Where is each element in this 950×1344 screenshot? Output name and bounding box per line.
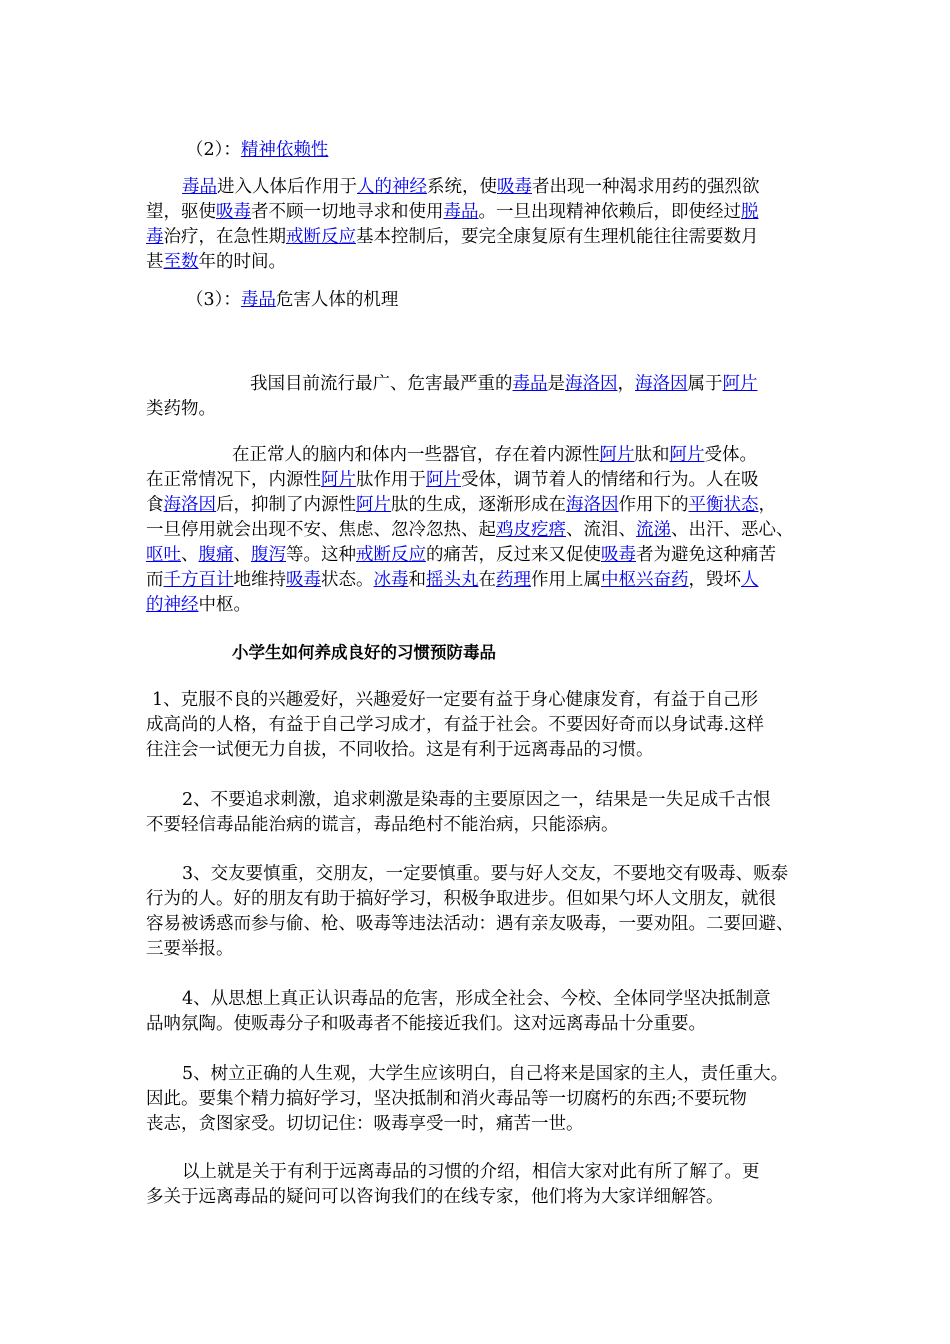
conclusion-line: 以上就是关于有利于远离毒品的习惯的介绍，相信大家对此有所了解了。更	[182, 1162, 760, 1182]
inline-link[interactable]: 阿片	[669, 445, 705, 465]
item-line: 容易被诱惑而参与偷、枪、吸毒等违法活动：遇有亲友吸毒，一要劝阻。二要回避、	[146, 914, 794, 934]
inline-link[interactable]: 毒	[146, 227, 164, 247]
inline-link[interactable]: 戒断反应	[286, 227, 356, 247]
inline-link[interactable]: 中枢兴奋药	[601, 570, 689, 590]
inline-link[interactable]: 人	[741, 570, 759, 590]
item-line: 3、交友要慎重，交朋友，一定要慎重。要与好人交友，不要地交有吸毒、贩泰	[182, 864, 789, 884]
inline-link[interactable]: 药理	[496, 570, 531, 590]
inline-link[interactable]: 海洛因	[566, 495, 619, 515]
inline-text: 望，驱使	[146, 202, 216, 222]
link-spiritual-dependence[interactable]: 精神依赖性	[240, 140, 329, 160]
para3-line	[146, 468, 810, 493]
para1-line	[146, 175, 810, 200]
inline-link[interactable]: 吸毒	[216, 202, 251, 222]
item-line: 不要轻信毒品能治病的谎言，毒品绝村不能治病，只能添病。	[146, 815, 619, 835]
inline-text: 肽和	[634, 445, 670, 465]
inline-text: 者为避免这种痛苦	[636, 545, 776, 565]
inline-link[interactable]: 毒品	[443, 202, 479, 222]
section-3-heading	[146, 288, 810, 313]
inline-text: 受体。	[704, 445, 757, 465]
inline-link[interactable]: 至数	[163, 252, 199, 272]
inline-link[interactable]: 毒品	[512, 374, 548, 394]
inline-text: 我国目前流行最广、危害最严重的	[250, 374, 513, 394]
inline-link[interactable]: 阿片	[426, 470, 461, 490]
inline-text: 肽的生成，逐渐形成在	[391, 495, 566, 515]
inline-link[interactable]: 阿片	[321, 470, 356, 490]
inline-link[interactable]: 冰毒	[373, 570, 409, 590]
para3-line	[146, 593, 810, 618]
item-line: 丧志，贪图家受。切切记住：吸毒享受一时，痛苦一世。	[146, 1114, 584, 1134]
item-line: 品呐氛陶。使贩毒分子和吸毒者不能接近我们。这对远离毒品十分重要。	[146, 1014, 706, 1034]
habit-item-2	[146, 788, 810, 838]
item-line: 三要举报。	[146, 939, 234, 959]
inline-text: 和	[408, 570, 426, 590]
inline-link[interactable]: 海洛因	[635, 374, 688, 394]
section-3-prefix: （3）：	[186, 290, 241, 310]
conclusion-line: 多关于远离毒品的疑问可以咨询我们的在线专家，他们将为大家详细解答。	[146, 1187, 724, 1207]
inline-text: 作用下的	[618, 495, 689, 515]
inline-text: ，毁坏	[688, 570, 741, 590]
inline-text: 、流泪、	[566, 520, 636, 540]
inline-link[interactable]: 毒品	[182, 177, 217, 197]
inline-text: 中枢。	[198, 595, 251, 615]
inline-link[interactable]: 鸡皮疙瘩	[496, 520, 566, 540]
section-3-suffix: 危害人体的机理	[275, 290, 399, 310]
inline-text: 、出汗、恶心、	[671, 520, 794, 540]
habit-item-5	[146, 1062, 810, 1137]
item-line: 行为的人。好的朋友有助于搞好学习，积极争取进步。但如果勺坏人文朋友，就很	[146, 889, 776, 909]
inline-link[interactable]: 吸毒	[497, 177, 532, 197]
inline-link[interactable]: 腹泻	[251, 545, 286, 565]
inline-text: 而	[146, 570, 164, 590]
inline-link[interactable]: 千方百计	[163, 570, 234, 590]
inline-text: 属于	[687, 374, 723, 394]
inline-link[interactable]: 摇头丸	[426, 570, 479, 590]
para2-line	[146, 397, 810, 422]
para3-line	[146, 543, 810, 568]
inline-text: 一旦停用就会出现不安、焦虑、忽冷忽热、起	[146, 520, 496, 540]
inline-text: 食	[146, 495, 164, 515]
inline-text: 治疗，在急性期	[163, 227, 286, 247]
inline-text: 作用上属	[531, 570, 601, 590]
para1-line	[146, 250, 810, 275]
inline-text: 后，抑制了内源性	[216, 495, 356, 515]
section-2-prefix: （2）：	[186, 140, 241, 160]
inline-link[interactable]: 呕吐	[146, 545, 181, 565]
habit-item-4	[146, 987, 810, 1037]
para1-line	[146, 200, 810, 225]
item-line: 4、从思想上真正认识毒品的危害，形成全社会、今校、全体同学坚决抵制意	[182, 989, 771, 1009]
inline-link[interactable]: 吸毒	[286, 570, 321, 590]
para-heroin	[146, 372, 810, 422]
inline-text: 地维持	[233, 570, 286, 590]
inline-text: 者不顾一切地寻求和使用	[251, 202, 444, 222]
inline-text: 进入人体后作用于	[217, 177, 357, 197]
inline-text: 基本控制后，要完全康复原有生理机能往往需要数月	[356, 227, 759, 247]
inline-link[interactable]: 流涕	[636, 520, 671, 540]
item-line: 成高尚的人格，有益于自己学习成才，有益于社会。不要因好奇而以身试毒.这样	[146, 715, 765, 735]
inline-link[interactable]: 阿片	[599, 445, 635, 465]
inline-text: 在正常人的脑内和体内一些器官，存在着内源性	[232, 445, 600, 465]
item-line: 因此。要集个精力搞好学习，坚决抵制和消火毒品等一切腐朽的东西;不要玩物	[146, 1089, 747, 1109]
conclusion	[146, 1160, 810, 1210]
para1-line	[146, 225, 810, 250]
inline-link[interactable]: 人的神经	[357, 177, 427, 197]
inline-text: 者出现一种渴求用药的强烈欲	[532, 177, 760, 197]
para3-line	[146, 443, 810, 468]
para3-line	[146, 568, 810, 593]
inline-link[interactable]: 戒断反应	[356, 545, 426, 565]
inline-text: ，	[617, 374, 635, 394]
inline-link[interactable]: 海洛因	[163, 495, 216, 515]
inline-text: 在	[478, 570, 496, 590]
inline-text: 状态。	[321, 570, 374, 590]
inline-link[interactable]: 吸毒	[601, 545, 636, 565]
inline-text: 受体，调节着人的情绪和行为。人在吸	[461, 470, 759, 490]
section-2-heading	[146, 138, 810, 163]
inline-text: 。一旦出现精神依赖后，即使经过	[478, 202, 741, 222]
inline-link[interactable]: 脱	[741, 202, 759, 222]
habit-item-1	[146, 688, 810, 763]
para2-line	[146, 372, 810, 397]
inline-text: 等。这种	[286, 545, 356, 565]
inline-link[interactable]: 海洛因	[565, 374, 618, 394]
inline-text: 类药物。	[146, 399, 216, 419]
section-heading: 小学生如何养成良好的习惯预防毒品	[232, 643, 496, 662]
inline-text: 年的时间。	[198, 252, 286, 272]
inline-text: 系统，使	[427, 177, 497, 197]
inline-text: 甚	[146, 252, 164, 272]
item-line: 2、不要追求刺激，追求刺激是染毒的主要原因之一，结果是一失足成千古恨	[182, 790, 771, 810]
inline-text: 在正常情况下，内源性	[146, 470, 321, 490]
para3-line	[146, 518, 810, 543]
inline-text: 肽作用于	[356, 470, 426, 490]
inline-link[interactable]: 的神经	[146, 595, 199, 615]
inline-text: 、	[233, 545, 251, 565]
inline-text: 是	[547, 374, 565, 394]
inline-text: 、	[181, 545, 199, 565]
item-line: 往注会一试便无力自拔，不同收拾。这是有利于远离毒品的习惯。	[146, 740, 654, 760]
link-drugs[interactable]: 毒品	[240, 290, 276, 310]
habit-item-3	[146, 862, 810, 962]
para-opioid-mechanism	[146, 443, 810, 618]
inline-link[interactable]: 腹痛	[198, 545, 234, 565]
inline-link[interactable]: 阿片	[356, 495, 391, 515]
inline-text: ，	[758, 495, 776, 515]
para3-line	[146, 493, 810, 518]
inline-link[interactable]: 平衡状态	[688, 495, 759, 515]
item-line: 5、树立正确的人生观，大学生应该明白，自己将来是国家的主人，责任重大。	[182, 1064, 789, 1084]
item-line: 1、克服不良的兴趣爱好，兴趣爱好一定要有益于身心健康发育，有益于自己形	[152, 690, 759, 710]
para-spiritual-dependence	[146, 175, 810, 275]
inline-link[interactable]: 阿片	[722, 374, 758, 394]
inline-text: 的痛苦，反过来又促使	[426, 545, 601, 565]
